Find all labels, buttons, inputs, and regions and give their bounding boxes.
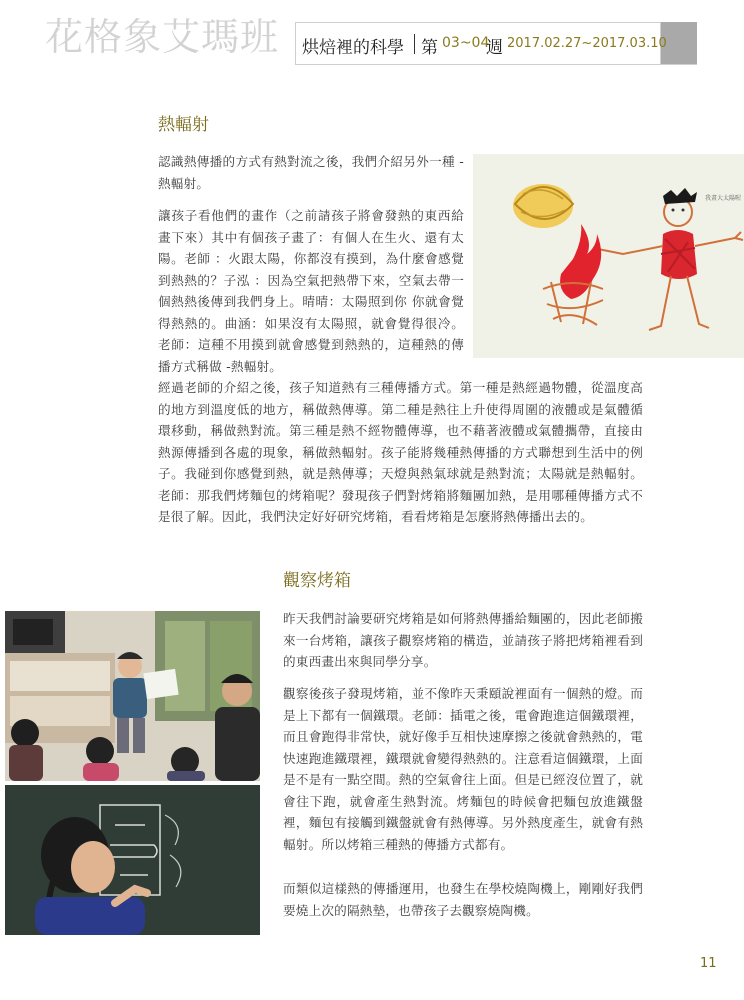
page-number: 11 (700, 956, 717, 971)
section-title-radiation: 熱輻射 (158, 115, 209, 135)
drawing-discussion-paragraph: 讓孩子看他們的畫作（之前請孩子將會發熱的東西給畫下來）其中有個孩子畫了：有個人在生火、還有太陽。老師 ：火跟太陽，你都沒有摸到，為什麼會感覺到熱熱的？子泓 ：因為空氣把熱帶下來，空氣去帶一個熱熱後傳到我們身上。晴晴：太陽照到你 你就會覺得熱熱的。曲涵：如果沒有太陽照，就會覺得很冷。老師：這種不用摸到就會感覺到熱熱的，這種熱的傳播方式稱做 -熱輻射。 (158, 208, 464, 374)
section-title-observe-oven: 觀察烤箱 (283, 571, 351, 591)
drawing-caption: 我畫大太陽喔 (705, 195, 742, 202)
blackboard-drawing-photo (5, 785, 260, 935)
class-name-title: 花格象艾瑪班 (45, 15, 280, 59)
header-underline (295, 64, 697, 65)
header-week-prefix: 第 (421, 38, 438, 58)
radiation-intro-paragraph: 認識熱傳播的方式有熱對流之後，我們介紹另外一種 -熱輻射。 (158, 154, 464, 191)
header-week-numbers: 03~04 (442, 35, 490, 51)
header-week-suffix: 週 (486, 38, 503, 58)
child-drawing-image (473, 154, 744, 358)
classroom-oven-photo (5, 611, 260, 781)
oven-observation-paragraph-1: 昨天我們討論要研究烤箱是如何將熱傳播給麵團的，因此老師搬來一台烤箱，讓孩子觀察烤箱的構造，並請孩子將把烤箱裡看到的東西畫出來與同學分享。 (283, 611, 643, 669)
oven-observation-paragraph-3: 而類似這樣熱的傳播運用，也發生在學校燒陶機上，剛剛好我們要燒上次的隔熱墊，也帶孩子去觀察燒陶機。 (283, 881, 643, 918)
header-subject: 烘焙裡的科學 (302, 38, 404, 58)
header-separator (414, 34, 415, 54)
oven-observation-paragraph-2: 觀察後孩子發現烤箱，並不像昨天秉頤說裡面有一個熱的燈。而是上下都有一個鐵環。老師：插電之後，電會跑進這個鐵環裡，而且會跑得非常快，就好像手互相快速摩擦之後就會熱熱的，電快速跑進鐵環裡，鐵環就會變得熱熱的。注意看這個鐵環，上面是不是有一點空間。熱的空氣會往上面。但是已經沒位置了，就會往下跑，就會產生熱對流。烤麵包的時候會把麵包放進鐵盤裡，麵包有接觸到鐵盤就會有熱傳導。另外熱度產生，就會有熱輻射。所以烤箱三種熱的傳播方式都有。 (283, 686, 643, 852)
child-drawing-svg (473, 154, 744, 358)
heat-transfer-summary-paragraph: 經過老師的介紹之後，孩子知道熱有三種傳播方式。第一種是熱經過物體，從溫度高的地方到溫度低的地方，稱做熱傳導。第二種是熱往上升使得周圍的液體或是氣體循環移動，稱做熱對流。第三種是熱不經物體傳導，也不藉著液體或氣體攜帶，直接由熱源傳播到各處的現象，稱做熱輻射。孩子能將幾種熱傳播的方式聯想到生活中的例子。我碰到你感覺到熱，就是熱傳導；天燈與熱氣球就是熱對流；太陽就是熱輻射。老師：那我們烤麵包的烤箱呢？發現孩子們對烤箱將麵團加熱，是用哪種傳播方式不是很了解。因此，我們決定好好研究烤箱，看看烤箱是怎麼將熱傳播出去的。 (158, 380, 643, 524)
classroom-photo-svg (5, 611, 260, 781)
blackboard-photo-svg (5, 785, 260, 935)
header-date-range: 2017.02.27~2017.03.10 (507, 36, 667, 51)
